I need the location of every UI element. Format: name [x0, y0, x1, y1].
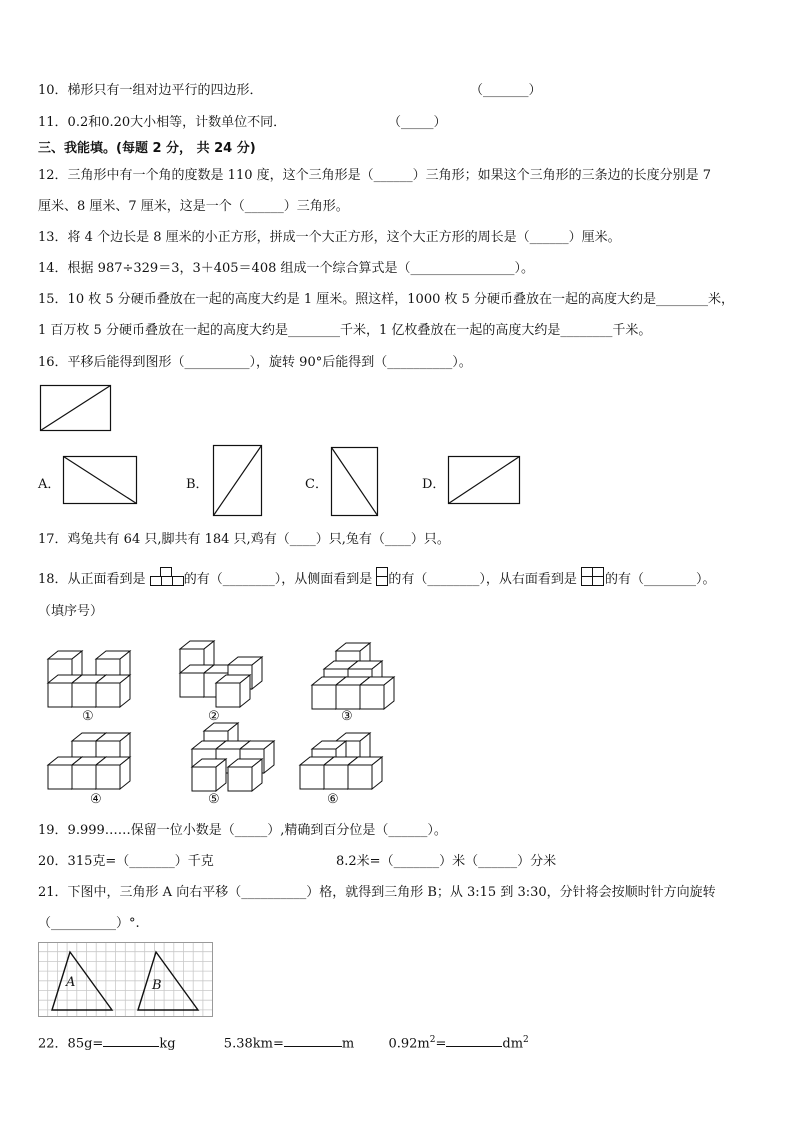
- q12-line2: 厘米、8 厘米、7 厘米，这是一个（______）三角形。: [38, 199, 349, 214]
- q22-text: 22．85g= kg 5.38km= m $0.92m^2= dm^2$: [38, 1035, 529, 1052]
- q21-line2: （__________）°.: [38, 916, 140, 931]
- q16-option-d-figure[interactable]: [448, 456, 522, 506]
- q16-original-figure: [40, 385, 112, 433]
- side-view-icon: [376, 567, 388, 587]
- cube-label-2: ②: [208, 709, 220, 724]
- q16-text: 16．平移后能得到图形（__________），旋转 90°后能得到（__________）。: [38, 355, 472, 370]
- triangle-a-label: A: [66, 975, 76, 990]
- cube-figure-1: [48, 651, 130, 707]
- q14-text: 14．根据 987÷329＝3，3＋405＝408 组成一个综合算式是（________________）。: [38, 261, 534, 276]
- q10-answer-paren[interactable]: （_______）: [470, 83, 542, 98]
- q18-text: 18．从正面看到是 的有（________），从侧面看到是 的有（________），从右面看到是 的有（________）。: [38, 567, 716, 589]
- cube-label-5: ⑤: [208, 792, 220, 807]
- cube-figure-5: [192, 723, 274, 791]
- q21-line1: 21．下图中，三角形 A 向右平移（__________）格，就得到三角形 B；从 3:15 到 3:30，分针将会按顺时针方向旋转: [38, 885, 716, 900]
- q12-line1: 12．三角形中有一个角的度数是 110 度，这个三角形是（______）三角形；如果这个三角形的三条边的长度分别是 7: [38, 168, 712, 183]
- cube-label-6: ⑥: [327, 792, 339, 807]
- q17-text: 17．鸡兔共有 64 只,脚共有 184 只,鸡有（____）只,兔有（____）只。: [38, 532, 450, 547]
- q20-part-a: 20．315克=（_______）千克: [38, 854, 214, 869]
- cube-figure-6: [300, 733, 382, 789]
- cube-figure-2: [180, 641, 262, 707]
- q16-option-a-figure[interactable]: [63, 456, 139, 506]
- q16-option-c-label: C．: [305, 477, 328, 492]
- q18-cube-figures: [30, 635, 410, 815]
- right-view-icon: [581, 567, 605, 587]
- q16-option-b-label: B．: [186, 477, 209, 492]
- q16-option-d-label: D．: [422, 477, 446, 492]
- cube-figure-4: [48, 733, 130, 789]
- triangle-b-label: B: [152, 978, 162, 993]
- q11-answer-paren[interactable]: （_____）: [388, 115, 447, 130]
- section-header: 三、我能填。(每题 2 分， 共 24 分): [38, 141, 256, 156]
- cube-label-4: ④: [90, 792, 102, 807]
- q15-line2: 1 百万枚 5 分硬币叠放在一起的高度大约是________千米，1 亿枚叠放在一起的高度大约是________千米。: [38, 323, 652, 338]
- q13-text: 13．将 4 个边长是 8 厘米的小正方形，拼成一个大正方形，这个大正方形的周长是（______）厘米。: [38, 230, 621, 245]
- cube-label-3: ③: [341, 709, 353, 724]
- q16-option-a-label: A．: [38, 477, 61, 492]
- q20-part-b: 8.2米=（_______）米（______）分米: [336, 854, 557, 869]
- cube-figure-3: [312, 643, 394, 709]
- q18-note: （填序号）: [38, 604, 104, 619]
- cube-label-1: ①: [82, 709, 94, 724]
- q10-text: 10．梯形只有一组对边平行的四边形．: [38, 83, 263, 98]
- front-view-icon: [150, 567, 184, 587]
- q19-text: 19．9.999……保留一位小数是（_____）,精确到百分位是（______）。: [38, 823, 447, 838]
- q16-option-c-figure[interactable]: [331, 447, 379, 517]
- q16-option-b-figure[interactable]: [213, 445, 263, 517]
- q21-grid-figure: [38, 942, 214, 1018]
- q15-line1: 15．10 枚 5 分硬币叠放在一起的高度大约是 1 厘米。照这样，1000 枚 5 分硬币叠放在一起的高度大约是________米，: [38, 292, 735, 307]
- q11-text: 11．0.2和0.20大小相等，计数单位不同．: [38, 115, 287, 130]
